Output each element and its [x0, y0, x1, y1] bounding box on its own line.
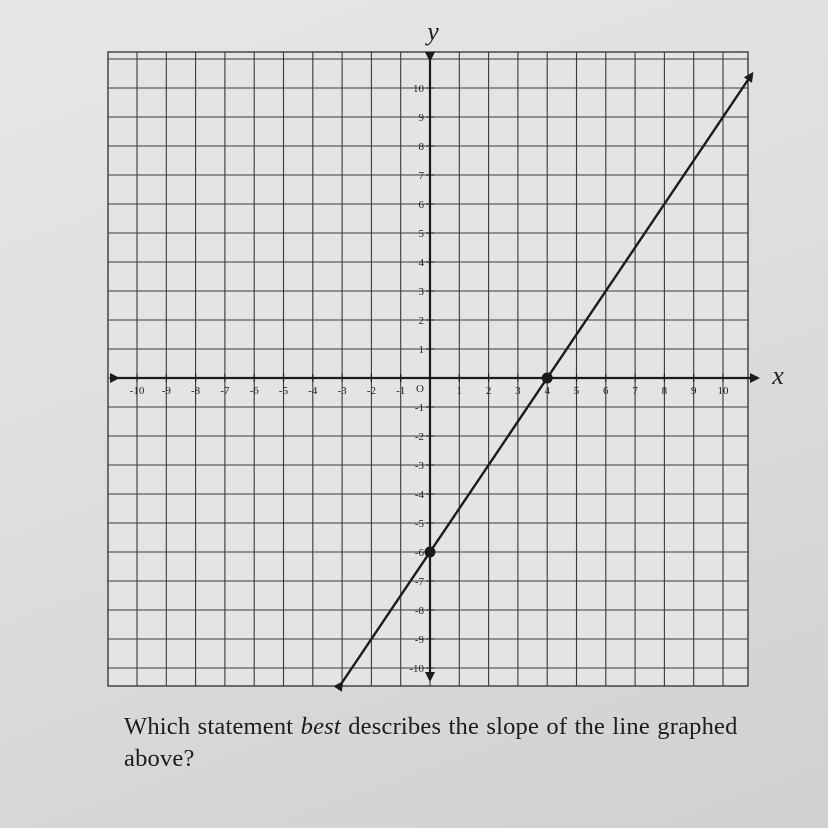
x-tick-label: -6	[249, 385, 259, 397]
x-tick-label: -8	[191, 385, 201, 397]
question-part-2: describes the slope of the line graphed above?	[124, 713, 738, 772]
y-tick-label: 9	[418, 112, 424, 124]
x-tick-label: -1	[396, 385, 406, 397]
x-tick-label: -5	[278, 385, 289, 397]
x-tick-label: 10	[717, 385, 729, 397]
question-emphasis: best	[300, 713, 341, 740]
x-tick-label: 9	[690, 385, 697, 397]
x-tick-label: -4	[308, 385, 318, 397]
x-tick-label: 5	[573, 385, 580, 397]
x-tick-label: 4	[544, 385, 550, 397]
y-tick-label: -7	[414, 576, 424, 588]
y-tick-label: -1	[414, 402, 424, 414]
y-tick-label: -5	[414, 518, 424, 530]
x-tick-label: -9	[161, 385, 171, 397]
y-tick-label: 3	[418, 286, 424, 298]
x-tick-label: 1	[456, 385, 463, 397]
y-tick-label: 4	[418, 257, 424, 269]
y-tick-label: -2	[414, 431, 424, 443]
question-part-1: Which statement	[124, 713, 301, 740]
y-tick-label: -6	[414, 547, 424, 559]
y-tick-label: 10	[413, 83, 424, 95]
y-tick-label: -4	[414, 489, 424, 501]
x-tick-label: 7	[632, 385, 638, 397]
y-tick-label: 2	[418, 315, 424, 327]
y-tick-label: -3	[414, 460, 424, 472]
x-tick-label: 6	[603, 385, 609, 397]
x-tick-label: 2	[485, 385, 492, 397]
x-tick-label: -10	[129, 385, 145, 397]
x-axis-label: x	[772, 361, 784, 390]
x-tick-label: 8	[661, 385, 668, 397]
x-tick-label: -7	[220, 385, 230, 397]
x-tick-label: -3	[337, 385, 347, 397]
grid-lines	[108, 52, 748, 686]
y-tick-label: -9	[414, 634, 424, 646]
y-tick-label: 7	[418, 170, 424, 182]
y-tick-label: 6	[418, 199, 424, 211]
y-axis-label: y	[427, 17, 439, 46]
y-tick-label: 5	[418, 228, 424, 240]
origin-label: O	[416, 383, 424, 395]
intercept-point	[425, 547, 436, 558]
y-tick-label: 1	[418, 344, 424, 356]
y-tick-label: -10	[409, 663, 424, 675]
grid-frame	[108, 52, 748, 686]
x-tick-label: 3	[515, 385, 521, 397]
y-tick-label: -8	[414, 605, 424, 617]
question-text	[124, 711, 784, 775]
intercept-point	[542, 373, 553, 384]
y-tick-label: 8	[418, 141, 424, 153]
x-tick-label: -2	[366, 385, 376, 397]
